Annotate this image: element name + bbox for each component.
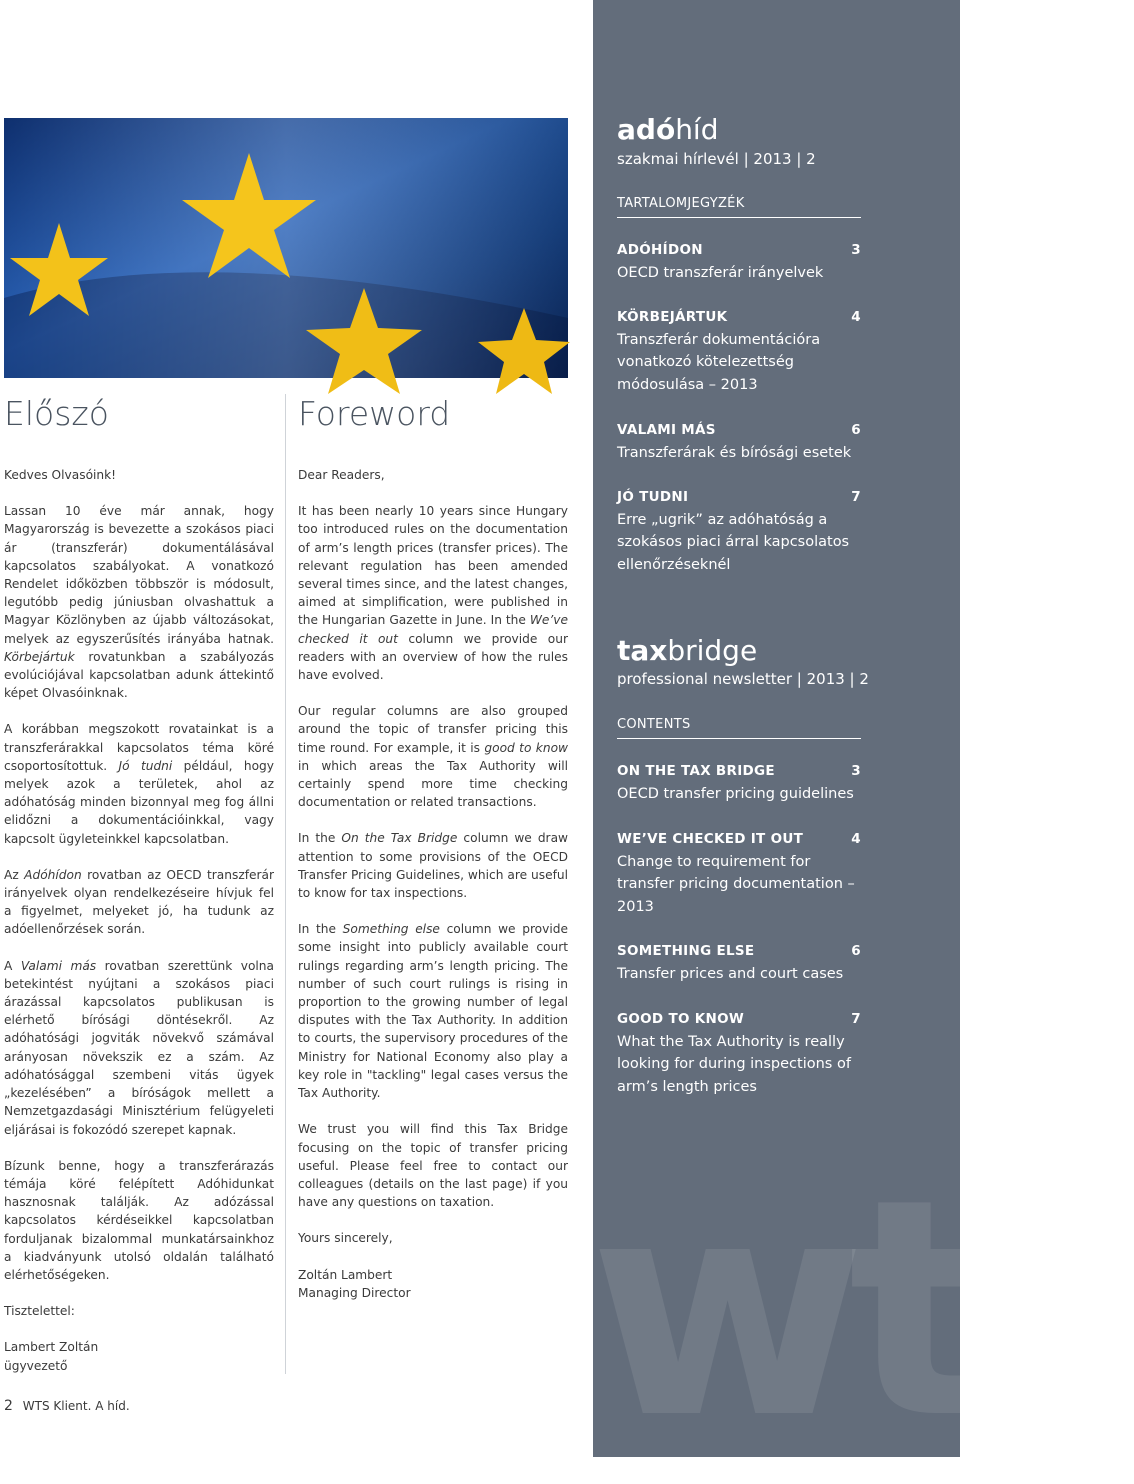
taxbridge-logo: taxbridge [617,634,758,667]
hu-toc-entry[interactable]: JÓ TUDNI 7 Erre „ugrik” az adóhatóság a szokásos piaci árral kapcsolatos ellenőrzéseknél [617,489,861,573]
page-number: 2 [4,1398,13,1414]
en-signature-role: Managing Director [298,1285,411,1300]
hungarian-column [4,466,274,1375]
en-paragraph-5: We trust you will find this Tax Bridge focusing on the topic of transfer pricing useful. Please feel free to contact our colleagues (details on the last page) if you have any questions on taxation. [298,1122,568,1210]
hu-paragraph-3: Az Adóhídon rovatban az OECD transzferár irányelvek olyan rendelkezéseire hívjuk fel a figyelmet, melyeket jó, ha tudunk az adóellenőrzések során. [4,867,275,937]
hu-toc-heading: TARTALOMJEGYZÉK [617,196,861,218]
hu-paragraph-5: Bízunk benne, hogy a transzferárazás témája köré felépített Adóhidunkat hasznosnak találják. Az adózással kapcsolatos kérdéseikkel kapcsolatban forduljanak bizalommal munkatársainkhoz a kiadványunk utolsó oldalán található elérhetőségeken. [4,1158,274,1282]
hu-toc-entry[interactable]: KÖRBEJÁRTUK 4 Transzferár dokumentációra vonatkozó kötelezettség módosulása – 2013 [617,309,861,393]
hu-signature-role: ügyvezető [4,1358,68,1373]
hu-toc-entry[interactable]: ADÓHÍDON 3 OECD transzferár irányelvek [617,242,861,281]
hungarian-title: Előszó [4,394,109,433]
hu-paragraph-1: Lassan 10 éve már annak, hogy Magyarország is bevezette a szokásos piaci ár (transzferár) dokumentálásával kapcsolatos szabályokat. A vonatkozó Rendelet időközben többször is módosult, legutóbb pedig júniusban olvashattuk a Magyar Közlönyben az újabb változásokat, melyek az egyszerűsítés irányába hatnak. Körbejártuk rovatunkban a szabályozás evolúciójával kapcsolatban adunk áttekintő képet Olvasóinknak. [4,504,274,701]
eu-flag-photo [4,118,568,378]
hu-paragraph-2: A korábban megszokott rovatainkat is a transzferárakkal kapcsolatos téma köré csoportosítottuk. Jó tudni például, hogy melyek azok a területek, ahol az adóhatóság minden bizonnyal meg fog állni elidőzni a dokumentációinkkal, vagy kapcsolt ügyleteinkkel kapcsolatban. [4,722,274,846]
column-divider [285,394,286,1374]
hu-paragraph-4: A Valami más rovatban szerettünk volna betekintést nyújtani a szokásos piaci árazással kapcsolatos publikusan is elérhető bírósági döntésekről. Az adóhatósági jogviták növekvő számával arányosan növekszik ez a szám. Az adóhatósággal szembeni vitás ügyek „kezelésében” a bíróságok mellett a Nemzetgazdasági Minisztérium felügyeleti eljárásai is fokozódó szerepet kapnak. [4,958,275,1137]
hu-newsletter-subtitle: szakmai hírlevél | 2013 | 2 [617,150,816,168]
en-paragraph-1: It has been nearly 10 years since Hungary too introduced rules on the documentation of arm’s length prices (transfer prices). The relevant regulation has been amended several times since, and the latest changes, aimed at simplification, were published in the Hungarian Gazette in June. In the We’ve checked it out column we provide our readers with an overview of how the rules have evolved. [298,504,568,683]
english-column [298,466,568,1302]
en-toc-entry[interactable]: GOOD TO KNOW 7 What the Tax Authority is really looking for during inspections of arm’s length prices [617,1011,861,1095]
footer-label: WTS Klient. A híd. [22,1399,130,1413]
hu-closing: Tisztelettel: [4,1304,75,1319]
en-signature-name: Zoltán Lambert [298,1267,393,1282]
en-paragraph-4: In the Something else column we provide some insight into publicly available court rulings regarding arm’s length pricing. The number of such court rulings is rising in proportion to the growing number of legal disputes with the Tax Authority. In addition to courts, the supervisory procedures of the Ministry for National Economy also play a key role in "tackling" legal cases versus the Tax Authority. [298,922,568,1101]
adohid-logo: adóhíd [617,113,719,146]
en-paragraph-3: In the On the Tax Bridge column we draw attention to some provisions of the OECD Transfer Pricing Guidelines, which are useful to know for tax inspections. [298,831,569,901]
page-footer [4,1398,130,1414]
en-newsletter-subtitle: professional newsletter | 2013 | 2 [617,670,869,688]
en-paragraph-2: Our regular columns are also grouped around the topic of transfer pricing this time round. For example, it is good to know in which areas the Tax Authority will certainly spend more time checking documentation or related transactions. [298,704,569,810]
contents-sidebar [589,0,1134,1484]
hu-greeting: Kedves Olvasóink! [4,468,117,482]
en-toc-entry[interactable]: SOMETHING ELSE 6 Transfer prices and court cases [617,943,861,982]
en-greeting: Dear Readers, [298,468,385,482]
hu-signature-name: Lambert Zoltán [4,1340,99,1355]
en-toc-entry[interactable]: ON THE TAX BRIDGE 3 OECD transfer pricing guidelines [617,763,861,802]
en-closing: Yours sincerely, [298,1231,393,1246]
hu-toc-entry[interactable]: VALAMI MÁS 6 Transzferárak és bírósági esetek [617,422,861,461]
en-toc-heading: CONTENTS [617,717,861,739]
en-toc-entry[interactable]: WE’VE CHECKED IT OUT 4 Change to requirement for transfer pricing documentation – 2013 [617,831,861,915]
english-title: Foreword [298,394,451,433]
wts-watermark: wts [589,1135,1134,1484]
